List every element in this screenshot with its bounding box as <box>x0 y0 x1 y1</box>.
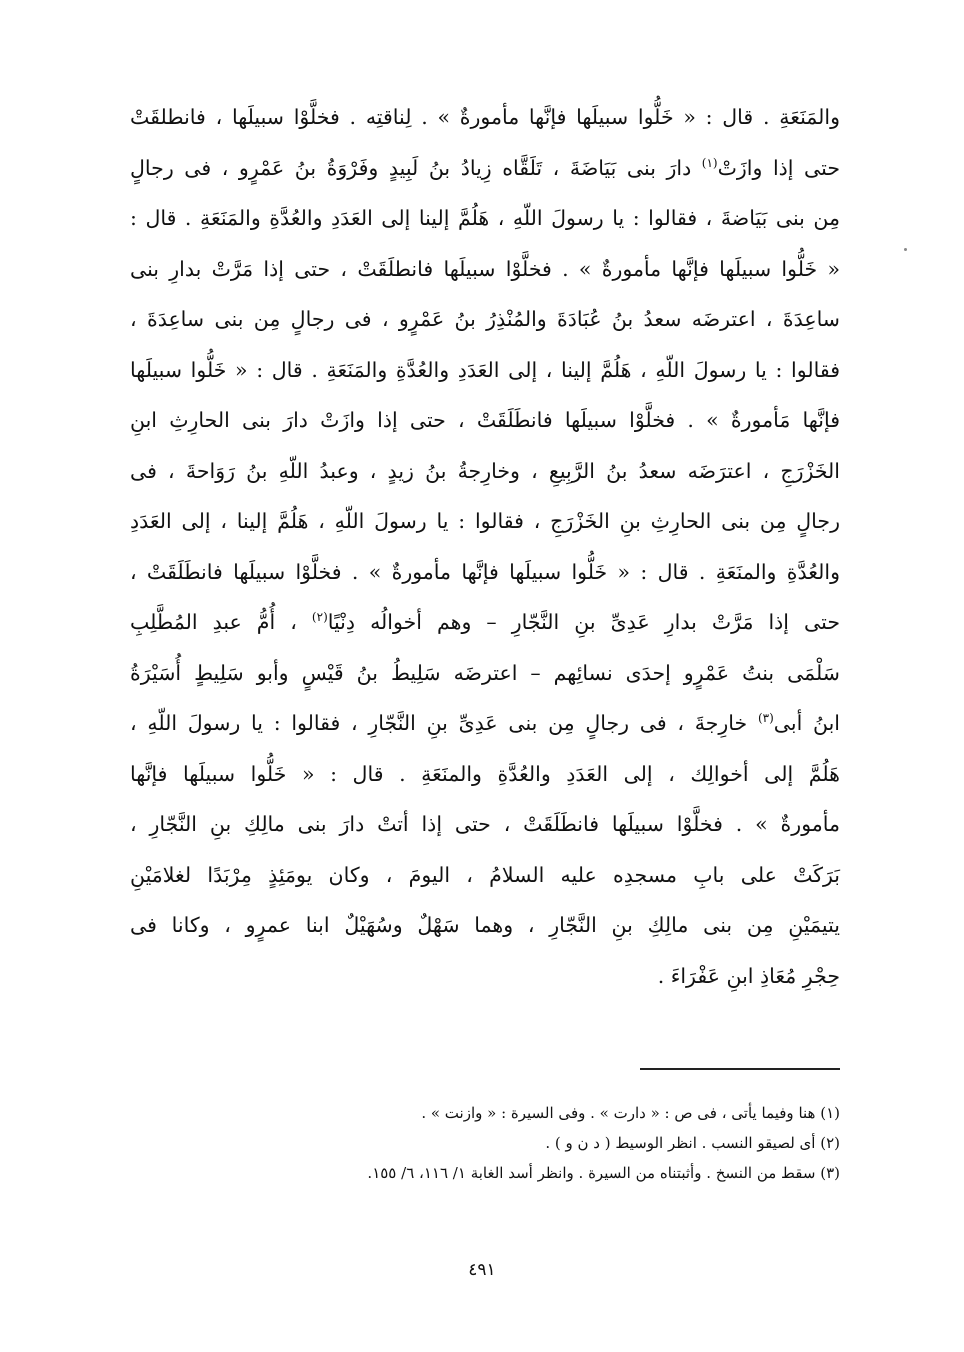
text-line-17: يتيمَيْنِ مِن بنى مالِكِ بنِ النَّجّارِ ، وهما سَهْلٌ وسُهَيْلٌ ابنا عمرٍو ، وكانا فى <box>130 913 840 937</box>
text-line-11-part-a: حتى إذا مَرَّتْ بدارِ عَدِىِّ بنِ النَّجّارِ – وهم أخوالُه دِنْيًا <box>327 610 840 634</box>
footnote-marker-3: (٣) <box>757 711 774 726</box>
text-line-2-part-b: دارَ بنى بَيَاضَةَ ، تَلَقَّاه زِيادُ بنُ لَبِيدٍ وفَرْوَةُ بنُ عَمْرٍو ، فى رجالٍ <box>130 155 702 180</box>
main-text <box>130 92 840 1001</box>
text-line-13 <box>130 698 840 749</box>
text-line-4: « خَلُّوا سبيلَها فإنَّها مأمورةٌ » . فخلَّوْا سبيلَها فانطلَقَتْ ، حتى إذا مَرَّتْ بدارِ بنى <box>130 256 840 281</box>
text-line-6: فقالوا : يا رسولَ اللّهِ ، هَلُمَّ إلينا ، إلى العَدَدِ والعُدَّةِ والمَنَعَةِ . قال : « خَلُّوا سبيلَها <box>130 357 840 382</box>
text-line-14: هَلُمَّ إلى أخوالِك ، إلى العَدَدِ والعُدَّةِ والمنَعَةِ . قال : « خَلُّوا سبيلَها فإنَّها <box>130 761 840 786</box>
footnotes <box>120 1098 840 1188</box>
text-line-1: والمَنَعَةِ . قال : « خَلُّوا سبيلَها فإنَّها مأمورةٌ » . لِناقتِه . فخلَّوْا سبيلَها ، فانطلقَتْ <box>130 105 840 129</box>
text-line-11-part-b: ، أُمُّ عبدِ المُطَّلِبِ <box>130 610 312 634</box>
text-line-2 <box>130 143 840 194</box>
footnote-1: (١) هنا وفيما يأتى ، فى ص : « دارت » . وفى السيرة : « وازنت » . <box>421 1104 840 1122</box>
text-line-9: رجالٍ مِن بنى الحارِثِ بنِ الخَزْرَجِ ، فقالوا : يا رسولَ اللّهِ ، هَلُمَّ إلينا ، إلى العَدَدِ <box>130 509 840 533</box>
scan-speck <box>904 248 907 251</box>
text-line-13-part-a: ابنُ أبى <box>773 711 840 735</box>
text-line-3: مِن بنى بَيَاضةَ ، فقالوا : يا رسولَ اللّهِ ، هَلُمَّ إلينا إلى العَدَدِ والعُدَّةِ والمَنَعَةِ . قال : <box>130 206 840 230</box>
footnote-3: (٣) سقط من النسخ . وأثبتناه من السيرة . وانظر أسد الغابة ١/ ١١٦، ٦/ ١٥٥. <box>367 1164 840 1182</box>
text-line-15: مأمورةٌ » . فخلَّوْا سبيلَها فانطَلَقَتْ ، حتى إذا أتتْ دارَ بنى مالِكِ بنِ النَّجّارِ ، <box>130 812 840 836</box>
footnote-marker-1: (١) <box>701 155 718 170</box>
text-line-18: حِجْرِ مُعَاذِ ابنِ عَفْرَاءَ . <box>657 963 840 988</box>
text-line-5: ساعِدَةَ ، اعترضَه سعدُ بنُ عُبَادَةَ والمُنْذِرُ بنُ عَمْرٍو ، فى رجالٍ مِن بنى ساعِدَةَ ، <box>130 307 840 331</box>
text-line-8: الخَزْرَجِ ، اعترَضَه سعدُ بنُ الرَّبِيعِ ، وخارِجةُ بنُ زيدٍ ، وعبدُ اللّهِ بنُ رَوَاحةَ ، فى <box>130 458 840 483</box>
footnote-separator <box>640 1068 840 1070</box>
text-line-11 <box>130 597 840 648</box>
text-line-2-part-a: حتى إذا وازَتْ <box>717 155 841 180</box>
footnote-marker-2: (٢) <box>311 610 328 625</box>
text-line-10: والعُدَّةِ والمنَعَةِ . قال : « خَلُّوا سبيلَها فإنَّها مأمورةٌ » . فخلَّوْا سبيلَها فانطَلَقَتْ ، <box>130 559 840 584</box>
footnote-2: (٢) أى لصيقو النسب . انظر الوسيط ( د ن و ) . <box>545 1134 840 1152</box>
text-line-13-part-b: خارِجةَ ، فى رجالٍ مِن بنى عَدِىِّ بنِ النَّجّارِ ، فقالوا : يا رسولَ اللّهِ ، <box>130 711 758 735</box>
text-line-16: بَرَكَتْ على بابِ مسجدِه عليه السلامُ ، اليومَ ، وكان يومَئِذٍ مِرْبَدًا لغلامَيْنِ <box>130 862 840 887</box>
text-line-12: سَلْمَى بنتُ عَمْرٍو إحدَى نسائِهم – اعترضَه سَلِيطُ بنُ قَيْسٍ وأبو سَلِيطٍ أُسَيْرَةُ <box>130 660 840 685</box>
page-number: ٤٩١ <box>468 1260 496 1280</box>
text-line-7: فإنَّها مَأمورةٌ » . فخلَّوْا سبيلَها فانطَلَقَتْ ، حتى إذا وازَتْ دارَ بنى الحارِثِ ابنِ <box>130 408 840 432</box>
